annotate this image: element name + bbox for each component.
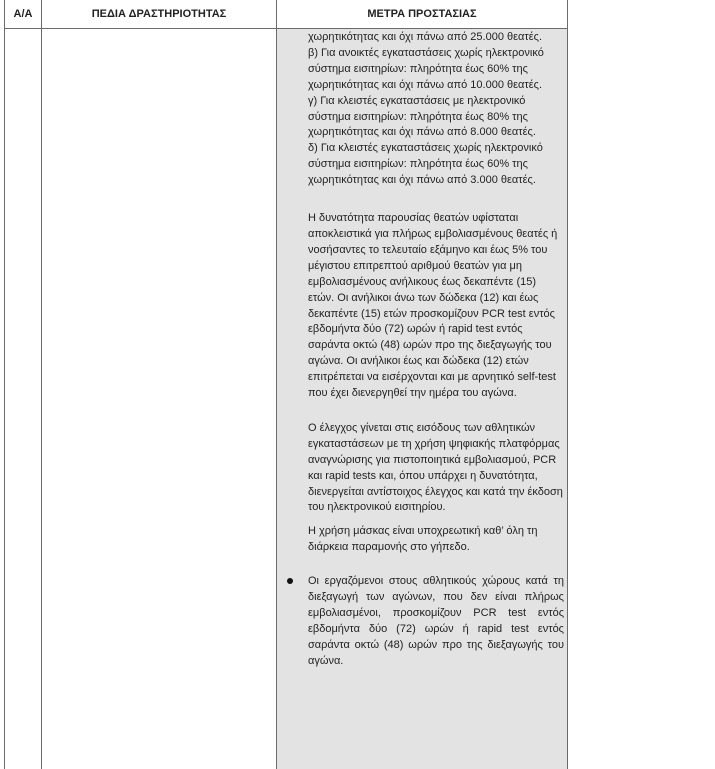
- column-divider: [41, 0, 42, 769]
- measure-paragraph: δ) Για κλειστές εγκαταστάσεις χωρίς ηλεκτρονικό σύστημα εισιτηρίων: πληρότητα έως 60% της χωρητικότητας και όχι πάνω από 3.000 θεατές.: [308, 142, 543, 187]
- measure-paragraph: Η χρήση μάσκας είναι υποχρεωτική καθ’ όλη τη διάρκεια παραμονής στο γήπεδο.: [308, 525, 538, 554]
- measure-paragraph: χωρητικότητας και όχι πάνω από 25.000 θεατές.: [308, 31, 542, 43]
- bullet-icon: [287, 578, 293, 584]
- header-aa: Α/Α: [5, 0, 41, 29]
- measure-paragraph: γ) Για κλειστές εγκαταστάσεις με ηλεκτρονικό σύστημα εισιτηρίων: πληρότητα έως 80% της χωρητικότητας και όχι πάνω από 8.000 θεατές.: [308, 94, 536, 139]
- bullet-text: Οι εργαζόμενοι στους αθλητικούς χώρους κατά τη διεξαγωγή των αγώνων, που δεν είναι πλήρως εμβολιασμένοι, προσκομίζουν PCR test εντός εβδομήντα δύο (72) ωρών ή rapid test εντός σαράντα οκτώ (48) ωρών προ της διεξαγωγής του αγώνα.: [308, 575, 564, 667]
- measure-paragraph: Ο έλεγχος γίνεται στις εισόδους των αθλητικών εγκαταστάσεων με τη χρήση ψηφιακής πλατφόρμας αναγνώρισης για πιστοποιητικά εμβολιασμού, PCR και rapid tests και, όπου υπάρχει η δυνατότητα, διενεργείται αντίστοιχος έλεγχος και κατά την έκδοση του ηλεκτρονικού εισιτηρίου.: [308, 421, 563, 514]
- measures-cell: [277, 29, 567, 769]
- header-fields: ΠΕΔΙΑ ΔΡΑΣΤΗΡΙΟΤΗΤΑΣ: [42, 0, 276, 29]
- measures-content: [308, 30, 564, 670]
- measure-paragraph: β) Για ανοικτές εγκαταστάσεις χωρίς ηλεκτρονικό σύστημα εισιτηρίων: πληρότητα έως 60% της χωρητικότητας και όχι πάνω από 10.000 θεατές.: [308, 46, 544, 91]
- measures-table: [4, 0, 568, 769]
- measure-paragraph: Η δυνατότητα παρουσίας θεατών υφίσταται αποκλειστικά για πλήρως εμβολιασμένους θεατές ή νοσήσαντες το τελευταίο εξάμηνο και έως 5% του μέγιστου επιτρεπτού αριθμού θεατών για μη εμβολιασμένους ανήλικους έως δεκαπέντε (15) ετών. Οι ανήλικοι άνω των δώδεκα (12) και έως δεκαπέντε (15) ετών προσκομίζουν PCR test εντός εβδομήντα δύο (72) ωρών ή rapid test εντός σαράντα οκτώ (48) ωρών προ της διεξαγωγής του αγώνα. Οι ανήλικοι έως και δώδεκα (12) ετών επιτρέπεται να εισέρχονται και με αρνητικό self-test που έχει διενεργηθεί την ημέρα του αγώνα.: [308, 212, 558, 400]
- bullet-item: [308, 574, 564, 669]
- header-measures: ΜΕΤΡΑ ΠΡΟΣΤΑΣΙΑΣ: [277, 0, 567, 29]
